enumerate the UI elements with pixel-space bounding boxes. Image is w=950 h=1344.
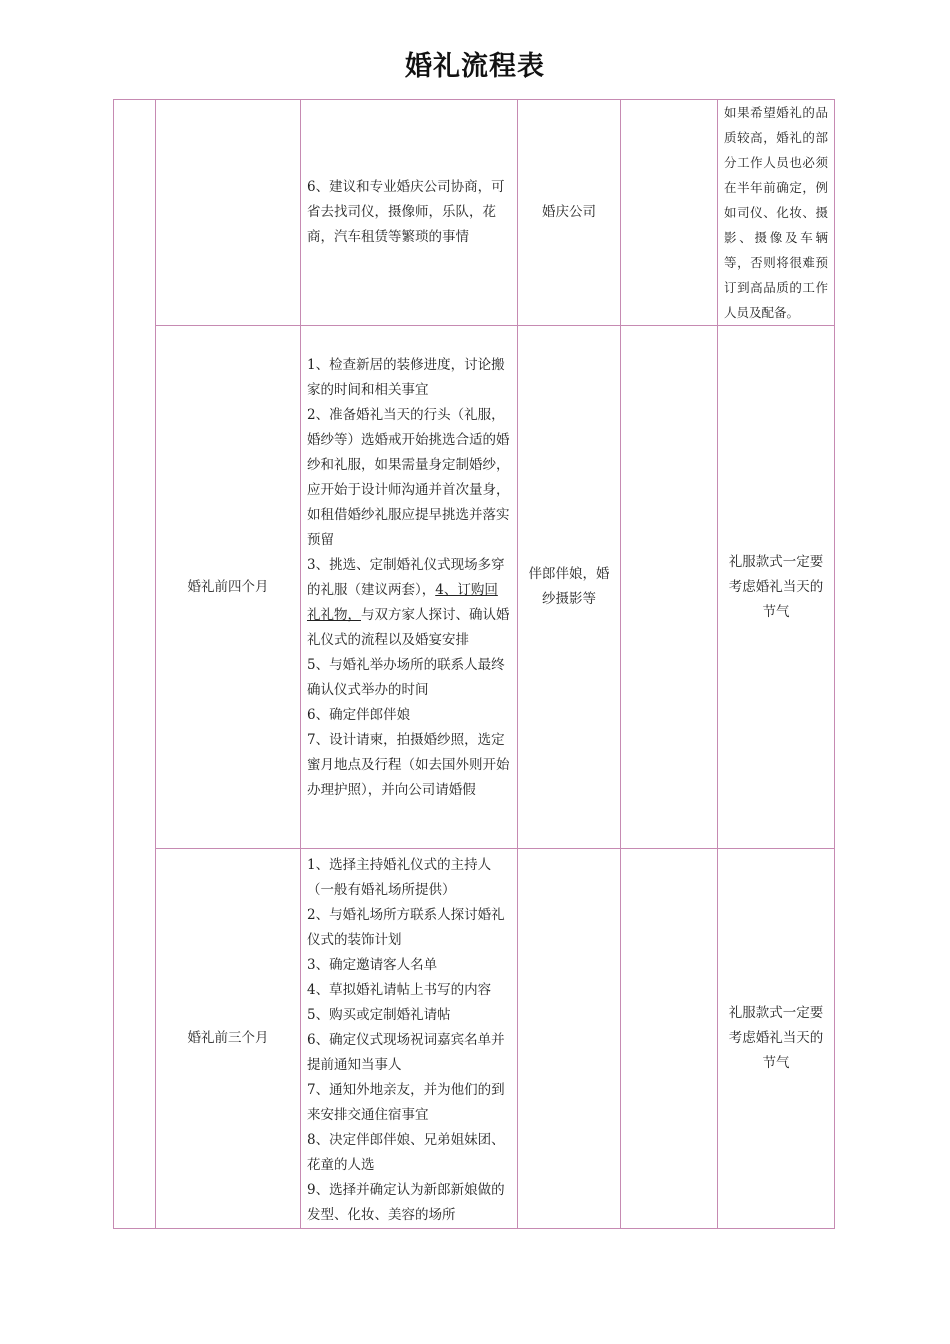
task-item: 7、设计请柬，拍摄婚纱照，选定蜜月地点及行程（如去国外则开始办理护照），并向公司请婚假 — [307, 732, 510, 798]
task-item: 6、确定伴郎伴娘 — [307, 707, 411, 723]
who-cell: 婚庆公司 — [518, 100, 621, 326]
stage-cell: 婚礼前三个月 — [156, 849, 301, 1229]
who-cell: 伴郎伴娘，婚纱摄影等 — [518, 326, 621, 849]
task-item: 2、与婚礼场所方联系人探讨婚礼仪式的装饰计划 — [307, 907, 505, 948]
task-item: 6、建议和专业婚庆公司协商，可省去找司仪，摄像师，乐队，花商，汽车租赁等繁琐的事情 — [307, 179, 505, 245]
tasks-cell — [301, 849, 518, 1229]
task-item: 与双方家人探讨、确认婚礼仪式的流程以及婚宴安排 — [307, 607, 510, 648]
phase-cell — [114, 100, 156, 1229]
task-item: 1、选择主持婚礼仪式的主持人（一般有婚礼场所提供） — [307, 857, 492, 898]
task-item: 1、检查新居的装修进度，讨论搬家的时间和相关事宜 — [307, 357, 505, 398]
task-item: 4、订购回礼礼物， — [307, 582, 498, 623]
extra-cell — [621, 100, 718, 326]
tasks-cell — [301, 100, 518, 326]
task-item: 5、与婚礼举办场所的联系人最终确认仪式举办的时间 — [307, 657, 505, 698]
table-row — [114, 326, 835, 849]
task-item: 3、确定邀请客人名单 — [307, 957, 438, 973]
note-cell: 礼服款式一定要考虑婚礼当天的节气 — [718, 326, 835, 849]
task-item: 5、购买或定制婚礼请帖 — [307, 1007, 451, 1023]
task-item: 4、草拟婚礼请帖上书写的内容 — [307, 982, 492, 998]
note-cell: 礼服款式一定要考虑婚礼当天的节气 — [718, 849, 835, 1229]
stage-cell — [156, 100, 301, 326]
stage-cell: 婚礼前四个月 — [156, 326, 301, 849]
task-item: 9、选择并确定认为新郎新娘做的发型、化妆、美容的场所 — [307, 1182, 505, 1223]
tasks-cell — [301, 326, 518, 849]
task-item: 7、通知外地亲友，并为他们的到来安排交通住宿事宜 — [307, 1082, 505, 1123]
table-row — [114, 849, 835, 1229]
page-title: 婚礼流程表 — [405, 51, 545, 82]
extra-cell — [621, 326, 718, 849]
note-cell: 如果希望婚礼的品质较高，婚礼的部分工作人员也必须在半年前确定，例如司仪、化妆、摄影、摄像及车辆等，否则将很难预订到高品质的工作人员及配备。 — [718, 100, 835, 326]
task-item: 2、准备婚礼当天的行头（礼服，婚纱等）选婚戒开始挑选合适的婚纱和礼服，如果需量身定制婚纱，应开始于设计师沟通并首次量身，如租借婚纱礼服应提早挑选并落实预留 — [307, 407, 510, 548]
table-row — [114, 100, 835, 326]
wedding-plan-table — [113, 99, 835, 1229]
task-item: 8、决定伴郎伴娘、兄弟姐妹团、花童的人选 — [307, 1132, 505, 1173]
extra-cell — [621, 849, 718, 1229]
who-cell — [518, 849, 621, 1229]
task-item: 3、挑选、定制婚礼仪式现场多穿的礼服（建议两套）， — [307, 557, 505, 598]
task-item: 6、确定仪式现场祝词嘉宾名单并提前通知当事人 — [307, 1032, 505, 1073]
